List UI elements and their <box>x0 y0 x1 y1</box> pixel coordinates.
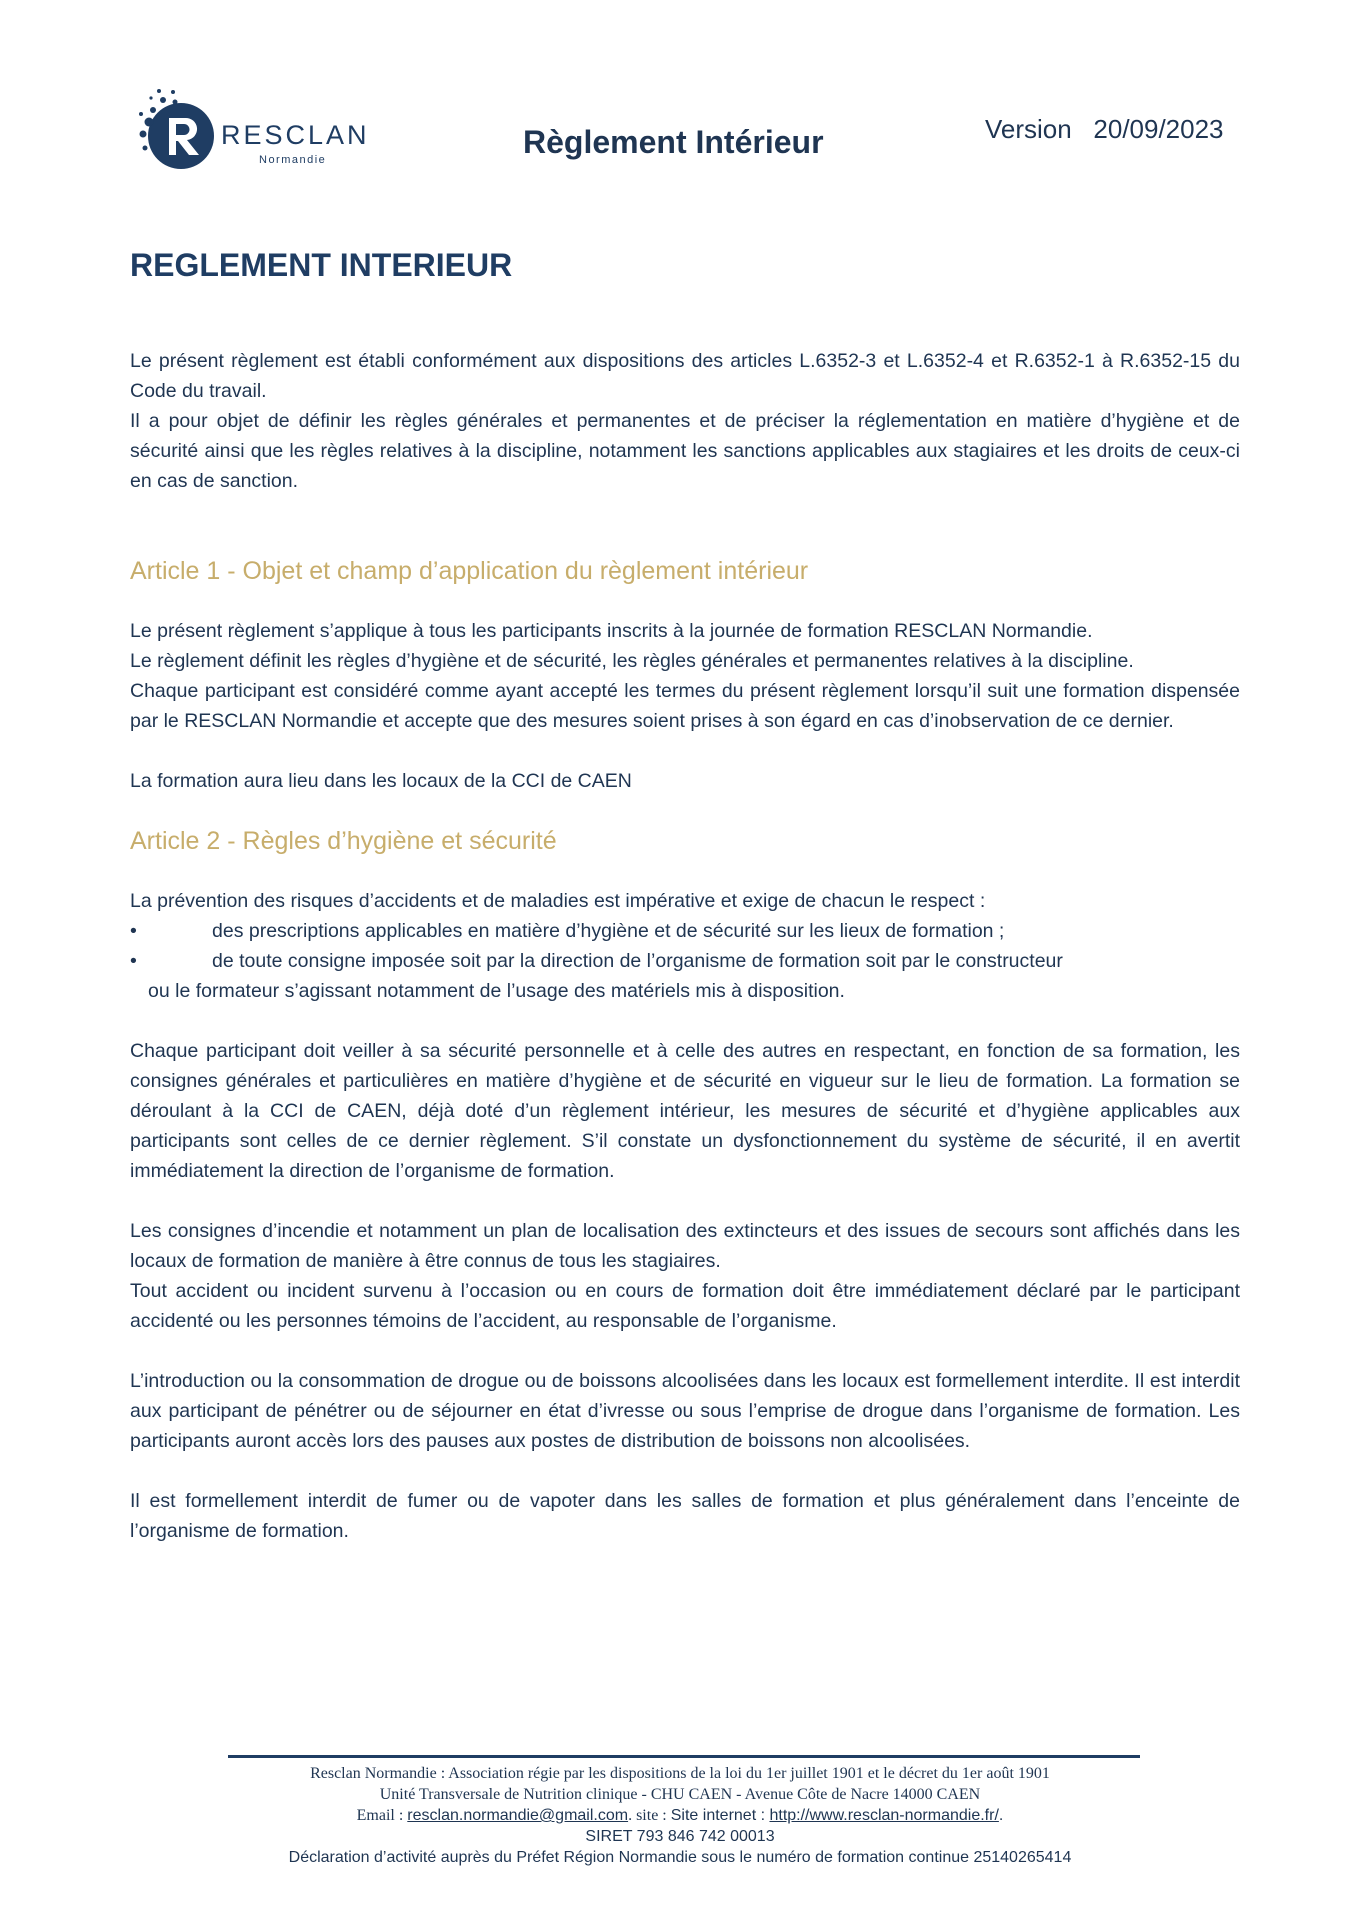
spacer <box>130 796 1240 826</box>
footer-association: Resclan Normandie : Association régie par les dispositions de la loi du 1er juillet 1901 et le décret du 1er août 1901 <box>310 1765 1050 1782</box>
logo-name: RESCLAN <box>221 120 370 150</box>
footer-email-link[interactable]: resclan.normandie@gmail.com <box>407 1807 629 1824</box>
bullet-mark: • <box>130 920 137 942</box>
page-header <box>0 0 1357 200</box>
list-item <box>130 916 1240 946</box>
spacer <box>130 856 1240 886</box>
footer-declaration: Déclaration d’activité auprès du Préfet Région Normandie sous le numéro de formation continue 25140265414 <box>288 1849 1072 1866</box>
article-1-paragraph-4: La formation aura lieu dans les locaux de la CCI de CAEN <box>130 770 632 792</box>
bullet-mark: • <box>130 950 137 972</box>
footer-site-link[interactable]: http://www.resclan-normandie.fr/ <box>769 1807 999 1824</box>
page-footer <box>150 1763 1210 1868</box>
spacer <box>130 1336 1240 1366</box>
intro-paragraph-2: Il a pour objet de définir les règles générales et permanentes et de préciser la réglementation en matière d’hygiène et de sécurité ainsi que les règles relatives à la discipline, notamment les sanctions applicables aux stagiaires et les droits de ceux-ci en cas de sanction. <box>130 410 1240 492</box>
article-1-title: Article 1 - Objet et champ d’application du règlement intérieur <box>130 557 809 585</box>
article-2-accident-paragraph: Tout accident ou incident survenu à l’occasion ou en cours de formation doit être immédiatement déclaré par le participant accidenté ou les personnes témoins de l’accident, au responsable de l’organisme. <box>130 1280 1240 1332</box>
logo-subtitle: Normandie <box>259 154 327 166</box>
page-heading: REGLEMENT INTERIEUR <box>130 247 513 283</box>
article-2-title: Article 2 - Règles d’hygiène et sécurité <box>130 827 557 855</box>
bullet-continuation: ou le formateur s’agissant notamment de l’usage des matériels mis à disposition. <box>148 980 845 1002</box>
spacer <box>130 496 1240 556</box>
footer-siret: SIRET 793 846 742 00013 <box>585 1828 775 1845</box>
spacer <box>130 586 1240 616</box>
footer-email-label: Email : <box>356 1807 408 1824</box>
footer-divider <box>228 1755 1140 1758</box>
list-item <box>130 946 1240 976</box>
article-2-section <box>130 826 1240 1546</box>
spacer <box>130 1006 1240 1036</box>
article-1-section <box>130 556 1240 796</box>
version-label: Version 20/09/2023 <box>985 114 1224 144</box>
intro-section <box>130 346 1240 496</box>
spacer <box>130 1186 1240 1216</box>
article-2-drugs-paragraph: L’introduction ou la consommation de drogue ou de boissons alcoolisées dans les locaux est formellement interdite. Il est interdit aux participant de pénétrer ou de séjourner en état d’ivresse ou sous l’emprise de drogue dans l’organisme de formation. Les participants auront accès lors des pauses aux postes de distribution de boissons non alcoolisées. <box>130 1370 1240 1452</box>
resclan-logo-icon <box>135 86 219 178</box>
bullet-text: de toute consigne imposée soit par la direction de l’organisme de formation soit par le constructeur <box>212 950 1063 972</box>
article-2-safety-paragraph: Chaque participant doit veiller à sa sécurité personnelle et à celle des autres en respectant, en fonction de sa formation, les consignes générales et particulières en matière d’hygiène et de sécurité en vigueur sur le lieu de formation. La formation se déroulant à la CCI de CAEN, déjà doté d’un règlement intérieur, les mesures de sécurité et d’hygiène applicables aux participants sont celles de ce dernier règlement. S’il constate un dysfonctionnement du système de sécurité, il en avertit immédiatement la direction de l’organisme de formation. <box>130 1040 1240 1182</box>
spacer <box>130 736 1240 766</box>
resclan-logo <box>135 86 375 176</box>
article-2-fire-paragraph: Les consignes d’incendie et notamment un plan de localisation des extincteurs et des issues de secours sont affichés dans les locaux de formation de manière à être connus de tous les stagiaires. <box>130 1220 1240 1272</box>
article-2-lead: La prévention des risques d’accidents et de maladies est impérative et exige de chacun le respect : <box>130 890 986 912</box>
footer-contact <box>150 1805 1210 1826</box>
article-1-paragraph-2: Le règlement définit les règles d’hygiène et de sécurité, les règles générales et permanentes relatives à la discipline. <box>130 650 1134 672</box>
intro-paragraph-1: Le présent règlement est établi conformément aux dispositions des articles L.6352-3 et L.6352-4 et R.6352-1 à R.6352-15 du Code du travail. <box>130 350 1240 402</box>
article-1-paragraph-1: Le présent règlement s’applique à tous les participants inscrits à la journée de formation RESCLAN Normandie. <box>130 620 1093 642</box>
document-title: Règlement Intérieur <box>523 124 824 160</box>
footer-site-prefix: Site internet : <box>670 1807 770 1824</box>
document-body <box>130 346 1240 1546</box>
footer-site-end: . <box>998 1807 1004 1824</box>
article-1-paragraph-3: Chaque participant est considéré comme ayant accepté les termes du présent règlement lorsqu’il suit une formation dispensée par le RESCLAN Normandie et accepte que des mesures soient prises à son égard en cas d’inobservation de ce dernier. <box>130 680 1240 732</box>
footer-address: Unité Transversale de Nutrition clinique - CHU CAEN - Avenue Côte de Nacre 14000 CAEN <box>379 1786 981 1803</box>
bullet-text: des prescriptions applicables en matière d’hygiène et de sécurité sur les lieux de formation ; <box>212 920 1005 942</box>
footer-site-label: . site : <box>628 1807 671 1824</box>
article-2-smoking-paragraph: Il est formellement interdit de fumer ou de vapoter dans les salles de formation et plus généralement dans l’enceinte de l’organisme de formation. <box>130 1490 1240 1542</box>
spacer <box>130 1456 1240 1486</box>
